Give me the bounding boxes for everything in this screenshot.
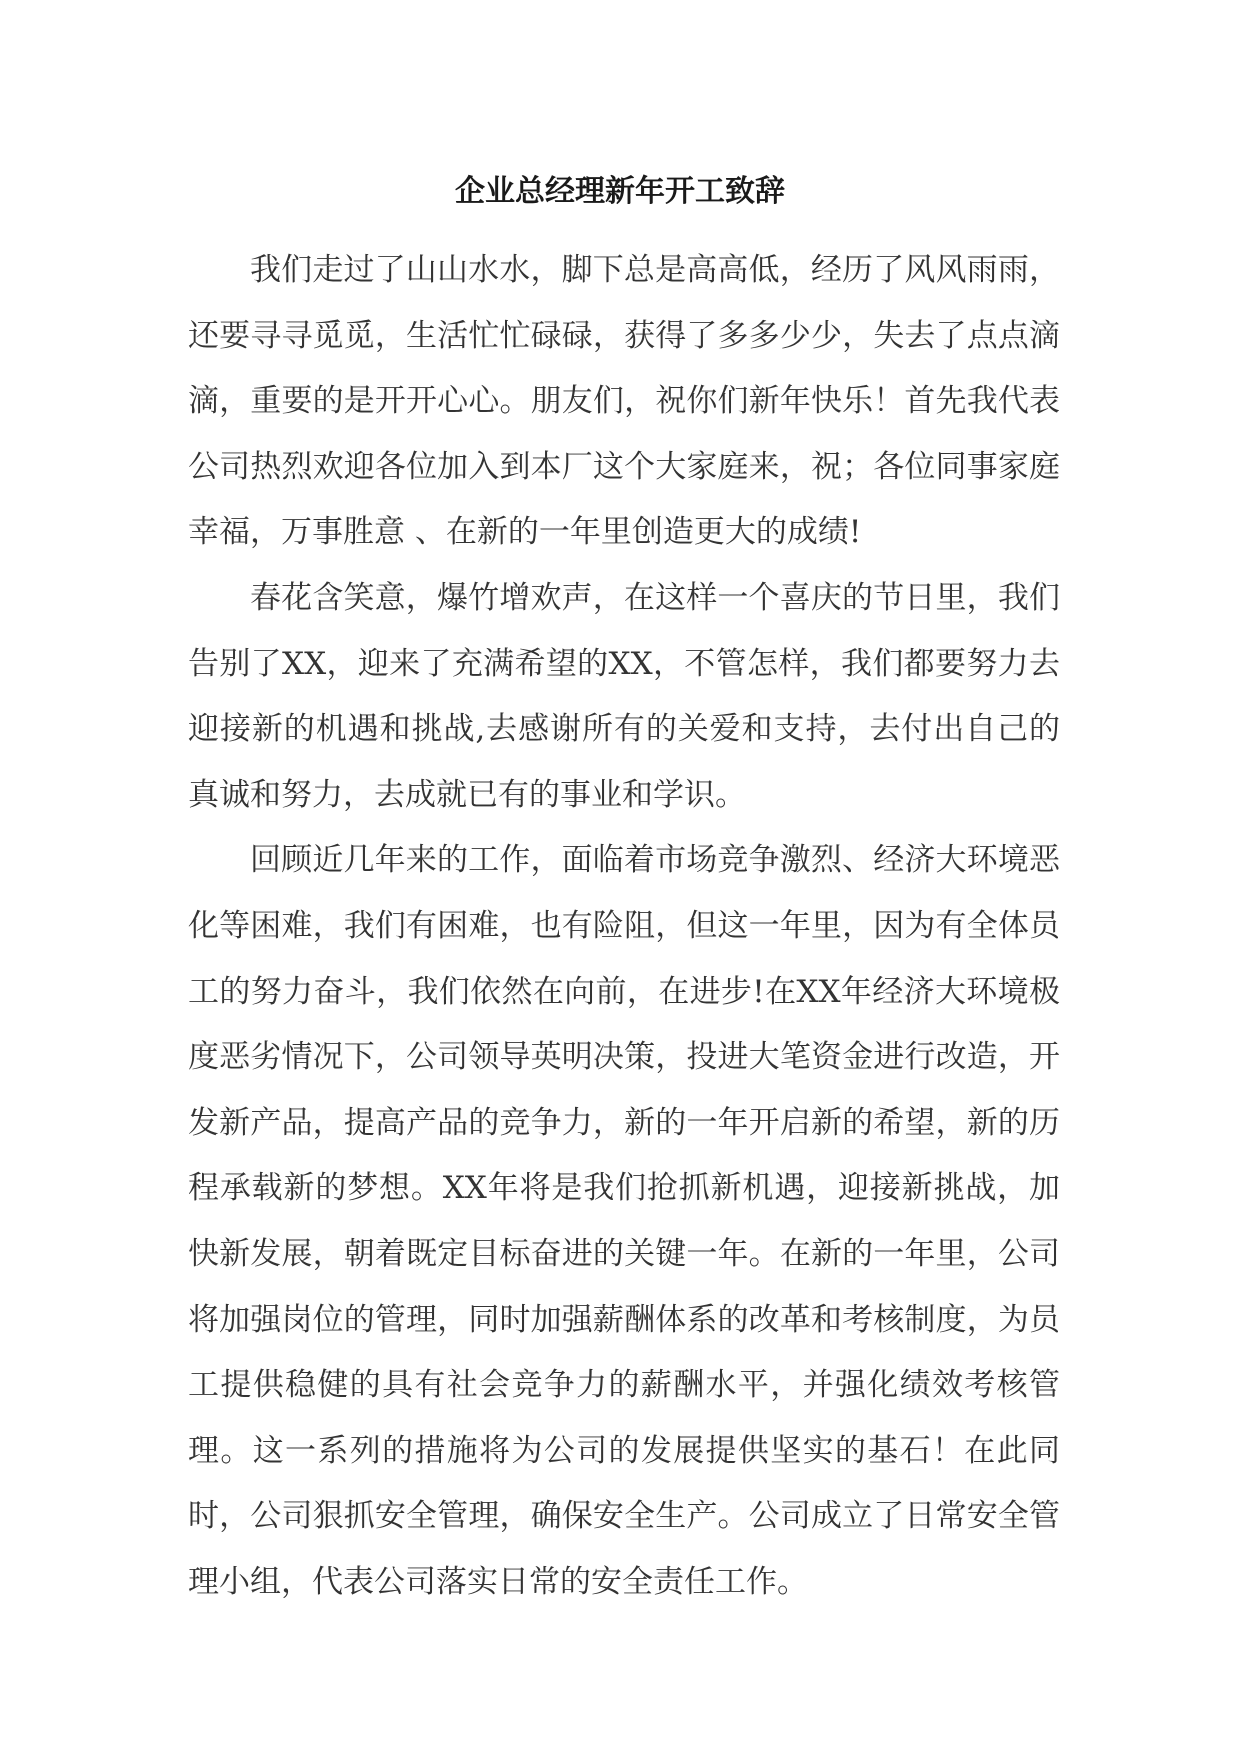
paragraph-3: 回顾近几年来的工作，面临着市场竞争激烈、经济大环境恶化等困难，我们有困难，也有险阻，但这一年里，因为有全体员工的努力奋斗，我们依然在向前，在进步!在XX年经济大环境极度恶劣情况下，公司领导英明决策，投进大笔资金进行改造，开发新产品，提高产品的竞争力，新的一年开启新的希望，新的历程承载新的梦想。XX年将是我们抢抓新机遇，迎接新挑战，加快新发展，朝着既定目标奋进的关键一年。在新的一年里，公司将加强岗位的管理，同时加强薪酬体系的改革和考核制度，为员工提供稳健的具有社会竞争力的薪酬水平，并强化绩效考核管理。这一系列的措施将为公司的发展提供坚实的基石！在此同时，公司狠抓安全管理，确保安全生产。公司成立了日常安全管理小组，代表公司落实日常的安全责任工作。 (188, 842, 1060, 1600)
document-title: 企业总经理新年开工致辞 (455, 174, 785, 209)
paragraph-1: 我们走过了山山水水，脚下总是高高低，经历了风风雨雨，还要寻寻觅觅，生活忙忙碌碌，获得了多多少少，失去了点点滴滴，重要的是开开心心。朋友们，祝你们新年快乐！首先我代表公司热烈欢迎各位加入到本厂这个大家庭来，祝；各位同事家庭幸福，万事胜意 、在新的一年里创造更大的成绩! (188, 252, 1060, 551)
paragraph-2: 春花含笑意，爆竹增欢声，在这样一个喜庆的节日里，我们告别了XX，迎来了充满希望的XX，不管怎样，我们都要努力去迎接新的机遇和挑战,去感谢所有的关爱和支持，去付出自己的真诚和努力，去成就已有的事业和学识。 (188, 579, 1060, 813)
document-body (188, 238, 1060, 1615)
